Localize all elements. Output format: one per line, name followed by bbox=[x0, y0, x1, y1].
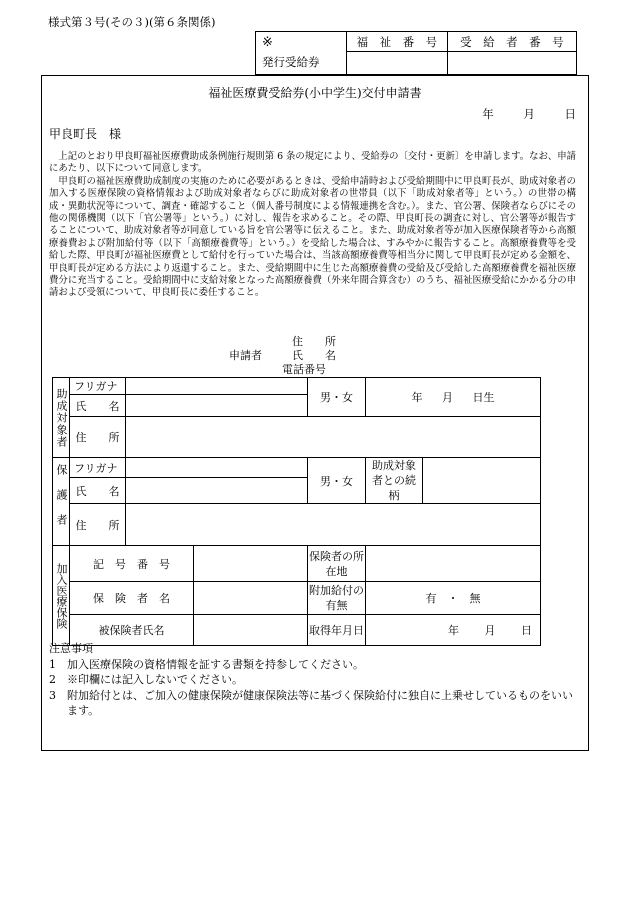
applicant-phone-label: 電話番号 bbox=[282, 363, 326, 376]
insurer-address-label: 保険者の所在地 bbox=[308, 546, 366, 582]
symbol-number-field[interactable] bbox=[194, 546, 308, 582]
guardian-address-label: 住 所 bbox=[70, 504, 126, 546]
acquired-date-label: 取得年月日 bbox=[308, 615, 366, 646]
insured-name-label: 被保険者氏名 bbox=[70, 615, 194, 646]
form-reference: 様式第３号(その３)(第６条関係) bbox=[48, 15, 216, 29]
applicant-address-label: 住 所 bbox=[292, 335, 336, 348]
guardian-name-label: 氏 名 bbox=[70, 478, 126, 504]
form-title: 福祉医療費受給券(小中学生)交付申請書 bbox=[208, 86, 422, 100]
subject-address-field[interactable] bbox=[126, 417, 541, 458]
guardian-furigana-label: フリガナ bbox=[70, 458, 126, 478]
subject-dob-year: 年 bbox=[411, 391, 423, 404]
subject-gender[interactable]: 男・女 bbox=[308, 378, 366, 417]
subject-name-field[interactable] bbox=[126, 395, 308, 417]
insurer-address-field[interactable] bbox=[366, 546, 541, 582]
subject-furigana-label: フリガナ bbox=[70, 378, 126, 395]
recipient-number-field[interactable] bbox=[447, 52, 576, 75]
notes-heading: 注意事項 bbox=[49, 642, 93, 655]
welfare-number-field[interactable] bbox=[347, 52, 448, 75]
issue-label: 発行受給券 bbox=[262, 55, 320, 69]
application-date[interactable] bbox=[482, 106, 576, 122]
symbol-number-label: 記 号 番 号 bbox=[70, 546, 194, 582]
guardian-relation-label: 助成対象者との続柄 bbox=[366, 458, 423, 504]
welfare-number-label: 福 祉 番 号 bbox=[347, 32, 448, 52]
subject-dob-month: 月 bbox=[442, 391, 453, 404]
acquired-year: 年 bbox=[448, 624, 459, 637]
subject-heading: 助成対象者 bbox=[53, 378, 70, 458]
extra-benefit-label: 附加給付の有無 bbox=[308, 582, 366, 615]
note-item: 2 ※印欄には記入しないでください。 bbox=[49, 673, 243, 686]
subject-dob[interactable] bbox=[366, 378, 541, 417]
guardian-furigana-field[interactable] bbox=[126, 458, 308, 478]
consent-paragraph-2: 甲良町の福祉医療費助成制度の実施のために必要があるときは、受給申請時および受給期間中に甲良町長が、助成対象者の加入する医療保険の資格情報および助成対象者ならびに助成対象者の世帯員（以下「助成対象者等」という。）の世帯の構成・異動状況等について、調査・確認すること（個人番号制度による情報連携を含む。）。また、官公署、保険者ならびにその他の関係機関（以下「官公署等」という。）に対し、報告を求めること。その際、甲良町長の調査に対し、官公署等が報告することについて、助成対象者等が同意している旨を官公署等に伝えること。また、助成対象者等が加入医療保険者等から高額療養費および附加給付等（以下「高額療養費等」という。）を受給した場合は、すみやかに報告すること。高額療養費等を受給した際、甲良町が福祉医療費として給付を行っていた場合は、当該高額療養費等相当分に関して甲良町長が定める金額を、甲良町長が定める方法により返還すること。また、受給期間中に生じた高額療養費の受給及び受給した高額療養費を福祉医療費分に充当すること。受給期間中に支給対象となった高額療養費（外来年間合算含む）のうち、福祉医療受給にかかる分の申請および受領について、甲良町長に委任すること。 bbox=[49, 175, 576, 299]
insurance-heading: 加入医療保険 bbox=[53, 546, 70, 646]
date-year-label: 年 bbox=[482, 107, 494, 121]
issue-number-box bbox=[255, 31, 577, 75]
extra-benefit-choice[interactable]: 有 ・ 無 bbox=[366, 582, 541, 615]
application-grid bbox=[52, 377, 541, 646]
date-day-label: 日 bbox=[564, 107, 576, 121]
guardian-relation-field[interactable] bbox=[423, 458, 541, 504]
acquired-month: 月 bbox=[484, 624, 496, 637]
mark-symbol: ※ bbox=[262, 35, 273, 50]
addressee: 甲良町長 様 bbox=[49, 127, 122, 141]
issue-cell bbox=[256, 32, 347, 75]
subject-name-label: 氏 名 bbox=[70, 395, 126, 417]
applicant-name-label: 氏 名 bbox=[292, 349, 336, 362]
guardian-heading: 保護者 bbox=[53, 458, 70, 546]
acquired-day: 日 bbox=[521, 624, 532, 637]
guardian-name-field[interactable] bbox=[126, 478, 308, 504]
note-item: 1 加入医療保険の資格情報を証する書類を持参してください。 bbox=[49, 657, 364, 671]
applicant-label: 申請者 bbox=[229, 349, 262, 362]
consent-text bbox=[49, 151, 576, 300]
notes-section bbox=[49, 641, 579, 719]
guardian-gender[interactable]: 男・女 bbox=[308, 458, 366, 504]
subject-furigana-field[interactable] bbox=[126, 378, 308, 395]
date-month-label: 月 bbox=[523, 107, 535, 121]
subject-address-label: 住 所 bbox=[70, 417, 126, 458]
subject-dob-day: 日生 bbox=[472, 391, 495, 404]
insurer-name-label: 保 険 者 名 bbox=[70, 582, 194, 615]
recipient-number-label: 受 給 者 番 号 bbox=[447, 32, 576, 52]
note-item: 3 附加給付とは、ご加入の健康保険が健康保険法等に基づく保険給付に独自に上乗せしているものをいいます。 bbox=[49, 688, 573, 717]
guardian-address-field[interactable] bbox=[126, 504, 541, 546]
insurer-name-field[interactable] bbox=[194, 582, 308, 615]
consent-paragraph-1: 上記のとおり甲良町福祉医療費助成条例施行規則第 6 条の規定により、受給券の〔交付・更新〕を申請します。なお、申請にあたり、以下について同意します。 bbox=[49, 151, 576, 175]
